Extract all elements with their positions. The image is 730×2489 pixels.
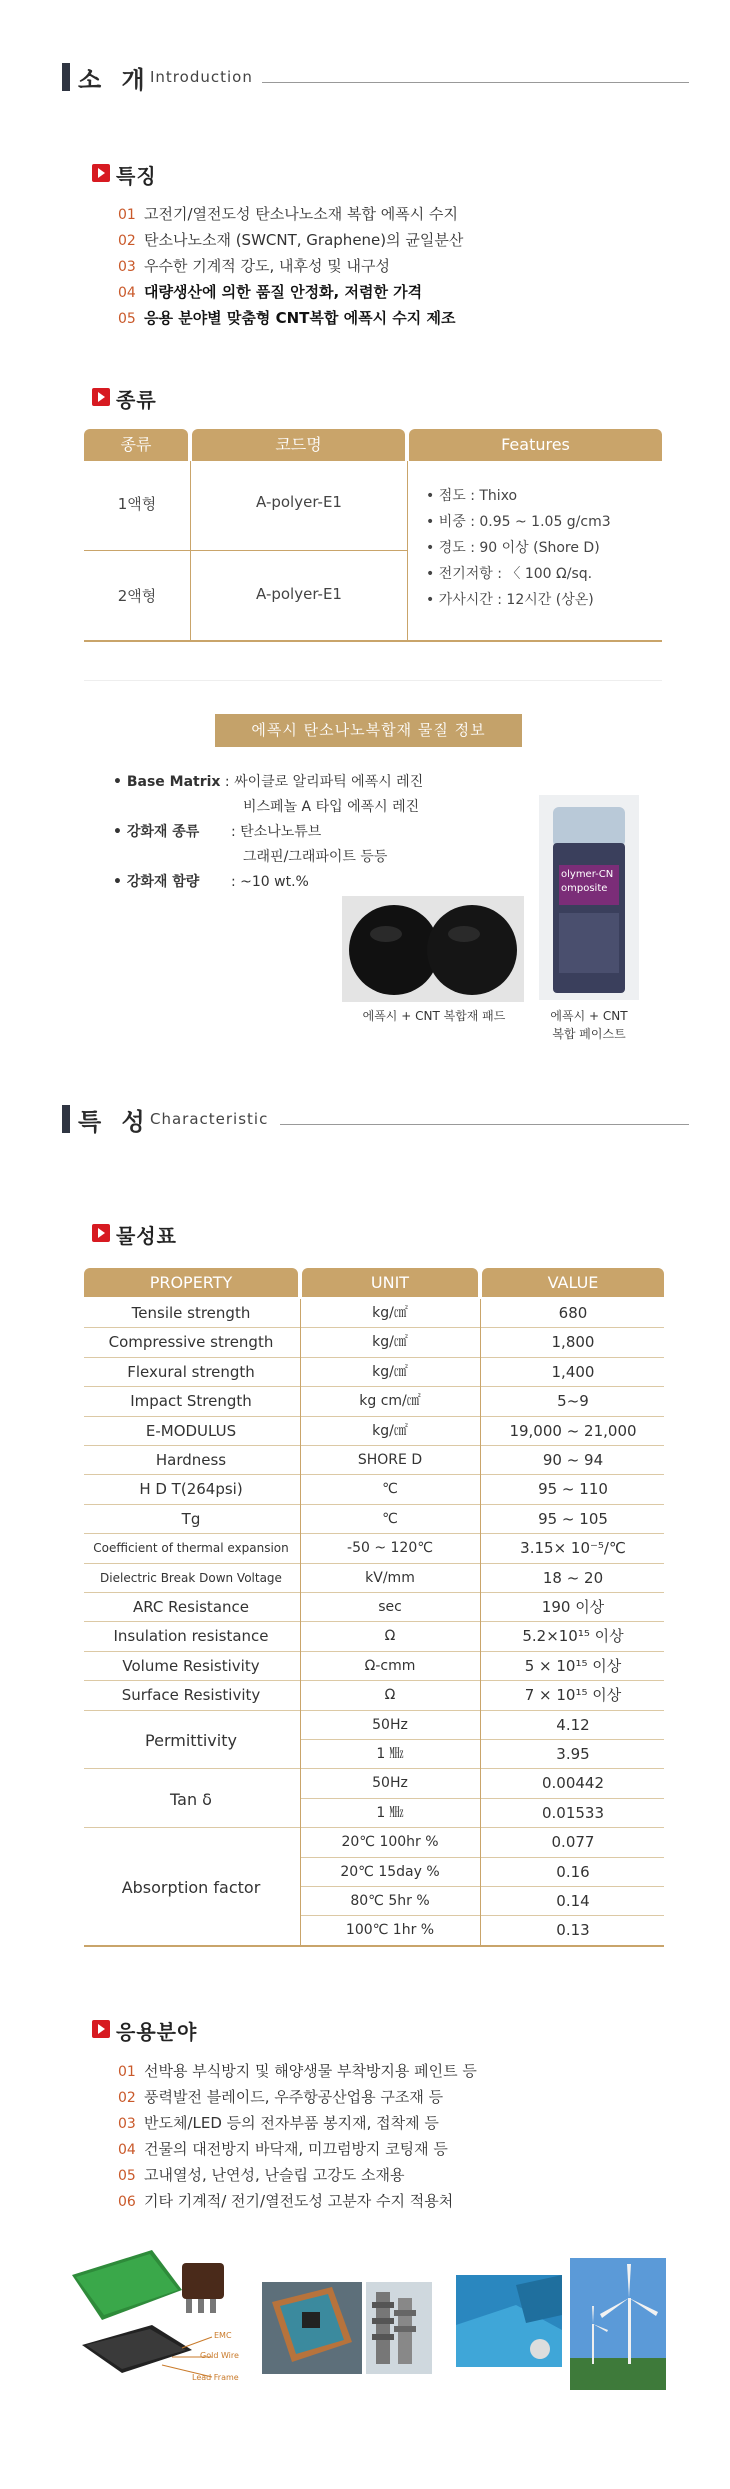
info-label: • 강화재 종류 <box>113 824 200 840</box>
list-item <box>118 253 463 279</box>
unit-cell: 1 ㎒ <box>376 1746 404 1762</box>
property-cell: Permittivity <box>145 1731 237 1750</box>
item-text: 우수한 기계적 강도, 내후성 및 내구성 <box>144 257 390 275</box>
item-number: 03 <box>118 2116 136 2132</box>
unit-cell: kg/㎠ <box>372 1305 408 1321</box>
unit-cell: 50Hz <box>372 1716 408 1733</box>
item-text: 고내열성, 난연성, 난슬립 고강도 소재용 <box>144 2166 405 2184</box>
feature-item: • 전기저항 : 〈 100 Ω/sq. <box>426 566 593 582</box>
pad-caption: 에폭시 + CNT 복합재 패드 <box>362 1009 506 1023</box>
info-row <box>243 845 387 869</box>
features-cell <box>426 483 611 613</box>
black-pads-image <box>342 896 524 1002</box>
divider <box>84 680 662 681</box>
code-cell: A-polyer-E1 <box>256 493 342 511</box>
value-cell: 19,000 ~ 21,000 <box>509 1421 637 1440</box>
characteristic-header <box>62 1102 689 1136</box>
item-number: 06 <box>118 2194 136 2210</box>
cnt-paste-photo <box>539 795 639 1000</box>
info-value: 비스페놀 A 타입 에폭시 레진 <box>243 799 420 815</box>
item-number: 01 <box>118 207 136 223</box>
properties-table <box>84 1268 664 1940</box>
list-item <box>118 2188 477 2214</box>
unit-cell: 20℃ 15day % <box>340 1863 440 1880</box>
property-cell: E-MODULUS <box>145 1421 237 1440</box>
value-cell: 7 × 10¹⁵ 이상 <box>524 1686 622 1705</box>
column-header: Features <box>409 429 662 461</box>
item-number: 02 <box>118 233 136 249</box>
value-cell: 95 ~ 105 <box>538 1509 608 1528</box>
types-table <box>84 429 662 642</box>
table-row <box>84 1417 664 1446</box>
info-label: • Base Matrix <box>113 774 221 790</box>
info-value: : 탄소나노튜브 <box>231 824 322 840</box>
list-item <box>118 2136 477 2162</box>
item-number: 05 <box>118 311 136 327</box>
table-row <box>84 1593 664 1622</box>
insulator-image <box>366 2282 432 2374</box>
unit-cell: Ω-cmm <box>364 1657 416 1674</box>
value-cell: 5~9 <box>557 1392 589 1411</box>
item-number: 05 <box>118 2168 136 2184</box>
column-divider <box>300 1299 301 1946</box>
unit-cell: Ω <box>384 1628 396 1645</box>
unit-cell: kV/mm <box>365 1569 415 1586</box>
value-cell: 4.12 <box>556 1715 590 1734</box>
column-header: PROPERTY <box>84 1268 298 1297</box>
info-value: : 싸이클로 알리파틱 에폭시 레진 <box>224 774 424 790</box>
value-cell: 1,800 <box>551 1333 595 1352</box>
item-text: 고전기/열전도성 탄소나노소재 복합 에폭시 수지 <box>144 205 458 223</box>
item-number: 01 <box>118 2064 136 2080</box>
table-row <box>84 1358 664 1387</box>
value-cell: 0.13 <box>556 1921 590 1940</box>
section-bar <box>62 1105 70 1133</box>
paste-jar-image <box>539 795 639 1000</box>
table-header-row <box>84 1268 664 1297</box>
value-cell: 90 ~ 94 <box>542 1451 604 1469</box>
circuit-image <box>262 2282 362 2374</box>
info-row <box>243 795 419 819</box>
value-cell: 5.2×10¹⁵ 이상 <box>522 1627 624 1646</box>
red-arrow-icon <box>92 164 110 182</box>
property-cell: Tan δ <box>170 1789 212 1809</box>
section-divider <box>280 1124 689 1125</box>
unit-cell: kg/㎠ <box>372 1422 408 1439</box>
item-number: 04 <box>118 285 136 301</box>
table-row <box>84 1446 664 1475</box>
property-cell: Flexural strength <box>127 1362 255 1381</box>
feature-item: • 가사시간 : 12시간 (상온) <box>426 592 594 608</box>
row-divider <box>84 550 407 551</box>
unit-cell: sec <box>378 1599 402 1615</box>
unit-cell: kg cm/㎠ <box>359 1393 421 1410</box>
property-cell: Tg <box>181 1509 201 1528</box>
list-item <box>118 201 463 227</box>
code-cell: A-polyer-E1 <box>256 585 342 603</box>
column-divider <box>480 1299 481 1946</box>
item-text: 건물의 대전방지 바닥재, 미끄럼방지 코팅재 등 <box>144 2140 448 2158</box>
list-item <box>118 2058 477 2084</box>
unit-cell: 80℃ 5hr % <box>350 1893 430 1909</box>
item-text: 반도체/LED 등의 전자부품 봉지재, 접착제 등 <box>144 2114 439 2132</box>
item-number: 03 <box>118 259 136 275</box>
section-bar <box>62 63 70 91</box>
wind-turbine-image <box>570 2258 666 2390</box>
table-row <box>84 1534 664 1563</box>
circuit-board-photo <box>262 2282 362 2374</box>
unit-cell: SHORE D <box>357 1452 423 1468</box>
item-number: 04 <box>118 2142 136 2158</box>
column-header: UNIT <box>302 1268 478 1297</box>
applications-title: 응용분야 <box>116 2020 198 2044</box>
type-cell: 1액형 <box>117 495 157 513</box>
list-item <box>118 279 463 305</box>
value-cell: 0.077 <box>551 1833 595 1852</box>
feature-item: • 비중 : 0.95 ~ 1.05 g/cm3 <box>426 514 611 530</box>
property-cell: Compressive strength <box>108 1333 274 1352</box>
list-item <box>118 2110 477 2136</box>
value-cell: 190 이상 <box>541 1598 605 1616</box>
list-item <box>118 2084 477 2110</box>
type-cell: 2액형 <box>117 587 157 605</box>
electronics-photo <box>62 2245 252 2403</box>
unit-cell: Ω <box>384 1687 396 1704</box>
table-row <box>84 1387 664 1416</box>
insulator-photo <box>366 2282 432 2374</box>
paste-caption-line-2: 복합 페이스트 <box>552 1027 626 1041</box>
info-label: • 강화재 함량 <box>113 874 200 890</box>
unit-cell: -50 ~ 120℃ <box>347 1540 433 1557</box>
cnt-pad-photo <box>342 896 524 1002</box>
property-cell: ARC Resistance <box>132 1598 249 1616</box>
table-bottom-border <box>84 640 662 642</box>
red-arrow-icon <box>92 2020 110 2038</box>
unit-cell: 20℃ 100hr % <box>341 1834 439 1851</box>
column-divider <box>407 461 408 640</box>
item-text: 선박용 부식방지 및 해양생물 부착방지용 페인트 등 <box>144 2062 477 2080</box>
table-row <box>84 1328 664 1357</box>
table-row <box>84 1622 664 1651</box>
table-row <box>84 1564 664 1593</box>
feature-item: • 경도 : 90 이상 (Shore D) <box>426 540 600 556</box>
section-title-en: Characteristic <box>150 1110 269 1128</box>
value-cell: 0.01533 <box>541 1803 605 1822</box>
property-cell: Absorption factor <box>121 1878 261 1897</box>
value-cell: 18 ~ 20 <box>542 1568 604 1587</box>
floor-image <box>456 2275 562 2367</box>
section-divider <box>262 82 689 83</box>
table-row <box>84 1652 664 1681</box>
table-row <box>84 1475 664 1504</box>
list-item <box>118 227 463 253</box>
unit-cell: kg/㎠ <box>372 1334 408 1351</box>
wind-turbine-photo <box>570 2258 666 2390</box>
property-cell: Volume Resistivity <box>122 1656 260 1675</box>
feature-item: • 점도 : Thixo <box>426 488 518 504</box>
chip-label: Lead Frame <box>192 2373 239 2382</box>
list-item <box>118 2162 477 2188</box>
red-arrow-icon <box>92 388 110 406</box>
unit-cell: ℃ <box>382 1510 398 1527</box>
jar-label-line-1: olymer-CN <box>561 869 614 880</box>
section-title-ko: 소 개 <box>78 66 151 94</box>
table-row <box>84 1299 664 1328</box>
table-row <box>84 1681 664 1710</box>
column-header: 코드명 <box>192 429 405 461</box>
value-cell: 95 ~ 110 <box>538 1480 608 1499</box>
jar-label-line-2: omposite <box>561 883 608 894</box>
unit-cell: 50Hz <box>372 1775 408 1792</box>
property-cell: Dielectric Break Down Voltage <box>100 1570 282 1585</box>
table-bottom-border <box>84 1945 664 1947</box>
item-text: 기타 기계적/ 전기/열전도성 고분자 수지 적용처 <box>144 2192 454 2210</box>
value-cell: 0.14 <box>556 1892 590 1910</box>
unit-cell: 100℃ 1hr % <box>345 1922 435 1939</box>
chip-label: Gold Wire <box>200 2351 239 2360</box>
properties-title: 물성표 <box>116 1224 177 1248</box>
applications-list <box>118 2058 477 2214</box>
value-cell: 3.15× 10⁻⁵/℃ <box>520 1539 626 1558</box>
property-cell: Insulation resistance <box>113 1627 269 1646</box>
value-cell: 0.00442 <box>541 1774 605 1793</box>
property-cell: Tensile strength <box>131 1304 251 1322</box>
red-arrow-icon <box>92 1224 110 1242</box>
introduction-header <box>62 60 689 94</box>
info-row <box>113 870 309 894</box>
info-row <box>113 770 423 794</box>
value-cell: 3.95 <box>556 1745 590 1763</box>
section-title-en: Introduction <box>150 68 253 86</box>
item-text: 응용 분야별 맞춤형 CNT복합 에폭시 수지 제조 <box>144 309 456 327</box>
table-row <box>84 1505 664 1534</box>
unit-cell: 1 ㎒ <box>376 1804 404 1821</box>
item-text: 풍력발전 블레이드, 우주항공산업용 구조재 등 <box>144 2088 444 2106</box>
property-cell: Impact Strength <box>130 1392 252 1411</box>
types-title: 종류 <box>116 388 157 412</box>
value-cell: 1,400 <box>551 1362 595 1381</box>
info-value: : ~10 wt.% <box>231 874 309 890</box>
column-header: 종류 <box>84 429 188 461</box>
info-row <box>113 820 321 844</box>
value-cell: 5 × 10¹⁵ 이상 <box>524 1656 622 1675</box>
property-cell: H D T(264psi) <box>139 1480 243 1499</box>
item-text: 탄소나노소재 (SWCNT, Graphene)의 균일분산 <box>144 231 464 249</box>
property-cell: Hardness <box>155 1451 227 1469</box>
info-value: 그래핀/그래파이트 등등 <box>243 849 388 865</box>
property-cell: Coefficient of thermal expansion <box>93 1541 289 1556</box>
item-text: 대량생산에 의한 품질 안정화, 저렴한 가격 <box>144 283 423 301</box>
item-number: 02 <box>118 2090 136 2106</box>
value-cell: 0.16 <box>556 1862 590 1881</box>
features-list <box>118 201 463 331</box>
unit-cell: ℃ <box>382 1481 398 1498</box>
list-item <box>118 305 463 331</box>
column-header: VALUE <box>482 1268 664 1297</box>
value-cell: 680 <box>558 1304 588 1322</box>
chip-label: EMC <box>214 2331 232 2340</box>
section-title-ko: 특 성 <box>78 1108 151 1136</box>
property-cell: Surface Resistivity <box>121 1686 261 1705</box>
features-title: 특징 <box>116 164 157 188</box>
epoxy-info-banner: 에폭시 탄소나노복합재 물질 정보 <box>215 714 522 747</box>
coated-floor-photo <box>456 2275 562 2367</box>
paste-caption-line-1: 에폭시 + CNT <box>550 1009 628 1023</box>
unit-cell: kg/㎠ <box>372 1363 408 1380</box>
